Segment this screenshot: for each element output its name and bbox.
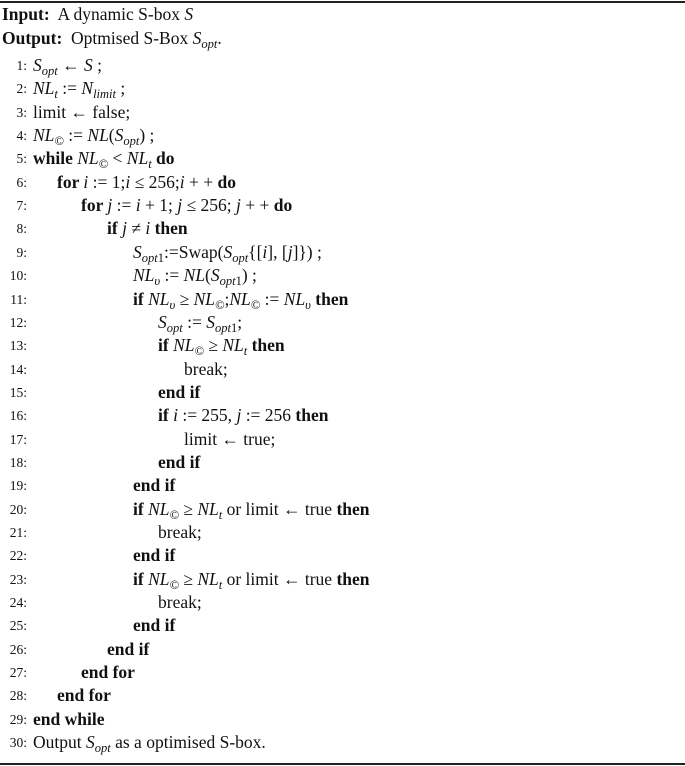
code-token: end for bbox=[57, 685, 111, 706]
code-token: do bbox=[217, 171, 236, 192]
line-number: 26: bbox=[9, 641, 27, 657]
line-code bbox=[81, 195, 292, 216]
code-token: S bbox=[192, 28, 202, 48]
line-code bbox=[133, 265, 257, 289]
code-token: or limit ← true bbox=[222, 498, 337, 519]
code-token: i bbox=[135, 195, 141, 216]
code-token: end for bbox=[81, 662, 135, 683]
line-number: 10: bbox=[9, 268, 27, 284]
line-number: 25: bbox=[9, 618, 27, 634]
code-token: or limit ← true bbox=[222, 568, 337, 589]
code-token: © bbox=[215, 297, 225, 312]
code-token: then bbox=[150, 218, 188, 239]
line-number: 3: bbox=[16, 104, 27, 120]
line-code bbox=[158, 592, 202, 613]
code-token: S bbox=[83, 55, 93, 75]
line-number: 18: bbox=[9, 454, 27, 470]
line-code bbox=[133, 569, 370, 593]
code-token: :=Swap( bbox=[163, 241, 224, 262]
code-token: S bbox=[114, 125, 124, 146]
line-number: 24: bbox=[9, 595, 27, 611]
code-token: < bbox=[108, 148, 127, 169]
line-code bbox=[107, 639, 149, 660]
line-number: 13: bbox=[9, 338, 27, 354]
code-token: ; bbox=[224, 288, 230, 309]
code-token: ← bbox=[57, 55, 84, 75]
code-token: end if bbox=[158, 451, 201, 472]
code-token: ≥ bbox=[178, 498, 198, 519]
code-token: if bbox=[158, 335, 174, 356]
line-code bbox=[33, 148, 175, 172]
code-token: t bbox=[218, 507, 223, 522]
line-number: 30: bbox=[9, 735, 27, 751]
code-token: j bbox=[107, 195, 113, 216]
code-token: S bbox=[184, 4, 194, 24]
line-code bbox=[33, 78, 125, 102]
code-token: Output bbox=[33, 732, 86, 753]
line-code bbox=[57, 685, 111, 706]
code-token: + 1; bbox=[140, 195, 178, 216]
code-token: NL bbox=[197, 498, 219, 519]
code-token: NL bbox=[229, 288, 251, 309]
line-number: 17: bbox=[9, 431, 27, 447]
line-number: 6: bbox=[16, 174, 27, 190]
code-token: + + bbox=[240, 195, 274, 216]
line-number: 27: bbox=[9, 665, 27, 681]
code-token: break; bbox=[184, 358, 228, 379]
line-code bbox=[158, 312, 242, 336]
bottom-rule bbox=[0, 763, 685, 765]
line-code bbox=[133, 545, 175, 566]
line-code bbox=[107, 218, 188, 239]
code-token: end if bbox=[133, 615, 176, 636]
code-token: N bbox=[81, 78, 94, 99]
code-token: if bbox=[133, 568, 149, 589]
code-token: υ bbox=[169, 297, 176, 312]
code-token: opt bbox=[232, 250, 249, 265]
code-token: then bbox=[295, 405, 329, 426]
code-token: © bbox=[169, 577, 179, 592]
code-token: do bbox=[151, 148, 175, 169]
line-number: 29: bbox=[9, 711, 27, 727]
code-token: opt bbox=[141, 250, 158, 265]
algorithm-output bbox=[2, 28, 222, 52]
code-token: end if bbox=[133, 475, 176, 496]
code-token: NL bbox=[148, 288, 170, 309]
code-token: ]}) ; bbox=[292, 241, 322, 262]
code-token: := bbox=[57, 78, 82, 99]
line-number: 28: bbox=[9, 688, 27, 704]
code-token: end if bbox=[133, 545, 176, 566]
code-token: S bbox=[206, 311, 215, 332]
code-token: break; bbox=[158, 522, 202, 542]
line-number: 15: bbox=[9, 384, 27, 400]
code-token: opt bbox=[219, 274, 236, 289]
line-number: 7: bbox=[16, 198, 27, 214]
line-code bbox=[133, 289, 348, 313]
code-token: i bbox=[173, 405, 178, 426]
code-token: NL bbox=[183, 265, 206, 286]
code-token: NL bbox=[193, 288, 215, 309]
code-token: ( bbox=[108, 125, 115, 146]
line-code bbox=[33, 732, 266, 756]
code-token: S bbox=[210, 265, 220, 286]
input-label: Input: bbox=[2, 4, 50, 24]
algorithm-input bbox=[2, 4, 193, 25]
code-token: if bbox=[133, 498, 149, 519]
code-token: NL bbox=[148, 568, 170, 589]
line-number: 16: bbox=[9, 408, 27, 424]
code-token: t bbox=[54, 87, 58, 102]
code-token: i bbox=[262, 241, 268, 262]
line-number: 9: bbox=[16, 244, 27, 260]
line-code bbox=[158, 335, 285, 359]
code-token: t bbox=[148, 157, 152, 172]
output-label: Output: bbox=[2, 28, 63, 48]
line-code bbox=[184, 359, 228, 380]
code-token: if bbox=[133, 288, 149, 309]
code-token: S bbox=[86, 732, 95, 753]
code-token: ) ; bbox=[139, 125, 155, 146]
line-code bbox=[33, 102, 130, 123]
line-number: 21: bbox=[9, 525, 27, 540]
line-number: 19: bbox=[9, 478, 27, 494]
code-token: j bbox=[287, 241, 293, 262]
code-token: for bbox=[57, 171, 84, 192]
code-token: {[ bbox=[248, 241, 263, 262]
code-token: opt bbox=[214, 320, 231, 335]
code-token: NL bbox=[77, 148, 99, 169]
code-token: limit bbox=[93, 87, 116, 102]
code-token: j bbox=[122, 218, 127, 239]
code-token: S bbox=[133, 241, 142, 262]
code-token: end if bbox=[158, 381, 201, 402]
line-code bbox=[33, 709, 104, 730]
line-code bbox=[133, 475, 175, 496]
line-number: 1: bbox=[16, 58, 27, 73]
code-token: := bbox=[160, 265, 184, 286]
line-code bbox=[184, 429, 275, 450]
code-token: . bbox=[217, 28, 222, 48]
line-code bbox=[33, 55, 102, 79]
code-token: υ bbox=[305, 297, 311, 312]
line-code bbox=[133, 242, 322, 266]
line-code bbox=[158, 522, 202, 543]
code-token: := bbox=[182, 311, 207, 332]
code-token: S bbox=[158, 311, 167, 332]
code-token: ], [ bbox=[267, 241, 288, 262]
code-token: 1 bbox=[157, 250, 164, 265]
code-token: Optmised S-Box bbox=[71, 28, 193, 48]
code-token: A dynamic S-box bbox=[57, 4, 185, 24]
code-token: NL bbox=[222, 335, 244, 356]
line-code bbox=[57, 172, 236, 193]
code-token: ; bbox=[92, 55, 102, 75]
line-code bbox=[81, 662, 135, 683]
code-token: := 256 bbox=[241, 405, 296, 426]
code-token: i bbox=[83, 171, 89, 192]
code-token: i bbox=[125, 171, 131, 192]
code-token: do bbox=[273, 195, 293, 216]
code-token: := 1; bbox=[88, 171, 126, 192]
code-token: NL bbox=[126, 148, 149, 169]
code-token: t bbox=[243, 344, 248, 359]
line-number: 4: bbox=[16, 128, 27, 144]
code-token: 1 bbox=[230, 320, 238, 335]
code-token: NL bbox=[33, 125, 55, 146]
code-token: NL bbox=[283, 288, 306, 309]
code-token: then bbox=[247, 335, 285, 356]
code-token: opt bbox=[41, 64, 58, 78]
code-token: © bbox=[250, 297, 261, 312]
code-token: S bbox=[223, 241, 233, 262]
line-number: 5: bbox=[16, 151, 27, 167]
code-token: j bbox=[235, 195, 241, 216]
code-token: υ bbox=[154, 274, 161, 289]
code-token: ) ; bbox=[241, 265, 257, 286]
code-token: ≤ 256; bbox=[182, 195, 236, 216]
line-code bbox=[33, 125, 154, 149]
code-token: end while bbox=[33, 708, 105, 729]
code-token: S bbox=[33, 55, 42, 75]
code-token: opt bbox=[94, 741, 111, 756]
code-token: ≤ 256; bbox=[130, 171, 180, 192]
code-token: := bbox=[112, 195, 136, 216]
code-token: then bbox=[336, 568, 370, 589]
code-token: ; bbox=[237, 311, 243, 332]
code-token: end if bbox=[107, 638, 150, 659]
line-code bbox=[158, 382, 200, 403]
code-token: i bbox=[179, 171, 185, 192]
code-token: NL bbox=[148, 498, 170, 519]
code-token: i bbox=[145, 218, 151, 239]
code-token: opt bbox=[123, 134, 140, 149]
code-token: © bbox=[98, 157, 109, 172]
line-number: 8: bbox=[16, 221, 27, 237]
code-token: t bbox=[218, 577, 223, 592]
input-text bbox=[57, 4, 193, 24]
output-text bbox=[71, 28, 222, 51]
code-token: := bbox=[260, 288, 284, 309]
code-token: NL bbox=[197, 568, 219, 589]
code-token: NL bbox=[33, 78, 55, 99]
code-token: ( bbox=[205, 265, 211, 286]
code-token: opt bbox=[201, 37, 218, 51]
code-token: break; bbox=[158, 592, 202, 613]
code-token: 1 bbox=[235, 274, 242, 289]
code-token: if bbox=[107, 218, 123, 239]
code-token: j bbox=[177, 195, 183, 216]
code-token: while bbox=[33, 148, 78, 169]
code-token: NL bbox=[133, 265, 155, 286]
code-token: then bbox=[336, 498, 370, 519]
line-number: 11: bbox=[10, 291, 27, 307]
line-code bbox=[133, 499, 370, 523]
code-token: opt bbox=[166, 320, 183, 335]
code-token: j bbox=[236, 405, 242, 426]
code-token: := 255, bbox=[177, 405, 237, 426]
code-token: © bbox=[54, 134, 64, 149]
code-token: © bbox=[194, 344, 204, 359]
line-number: 20: bbox=[9, 501, 27, 517]
code-token: as a optimised S-box. bbox=[110, 732, 266, 753]
code-token: ≠ bbox=[126, 218, 146, 239]
code-token: ; bbox=[115, 78, 126, 99]
code-token: NL bbox=[173, 335, 195, 356]
code-token: NL bbox=[87, 125, 109, 146]
line-number: 14: bbox=[9, 361, 27, 377]
code-token: © bbox=[169, 507, 179, 522]
code-token: + + bbox=[184, 171, 218, 192]
code-token: ≥ bbox=[175, 288, 194, 309]
line-code bbox=[133, 615, 175, 636]
code-token: then bbox=[310, 288, 349, 309]
line-number: 23: bbox=[9, 571, 27, 587]
line-number: 22: bbox=[9, 548, 27, 564]
line-code bbox=[158, 405, 328, 426]
code-token: for bbox=[81, 195, 108, 216]
line-code bbox=[158, 452, 200, 473]
code-token: limit ← false; bbox=[33, 101, 131, 122]
line-number: 12: bbox=[9, 314, 27, 330]
top-rule bbox=[0, 1, 685, 3]
line-number: 2: bbox=[16, 81, 27, 97]
code-token: ≥ bbox=[203, 335, 223, 356]
code-token: if bbox=[158, 405, 174, 426]
code-token: limit ← true; bbox=[184, 428, 276, 449]
code-token: := bbox=[63, 125, 88, 146]
code-token: ≥ bbox=[178, 568, 198, 589]
